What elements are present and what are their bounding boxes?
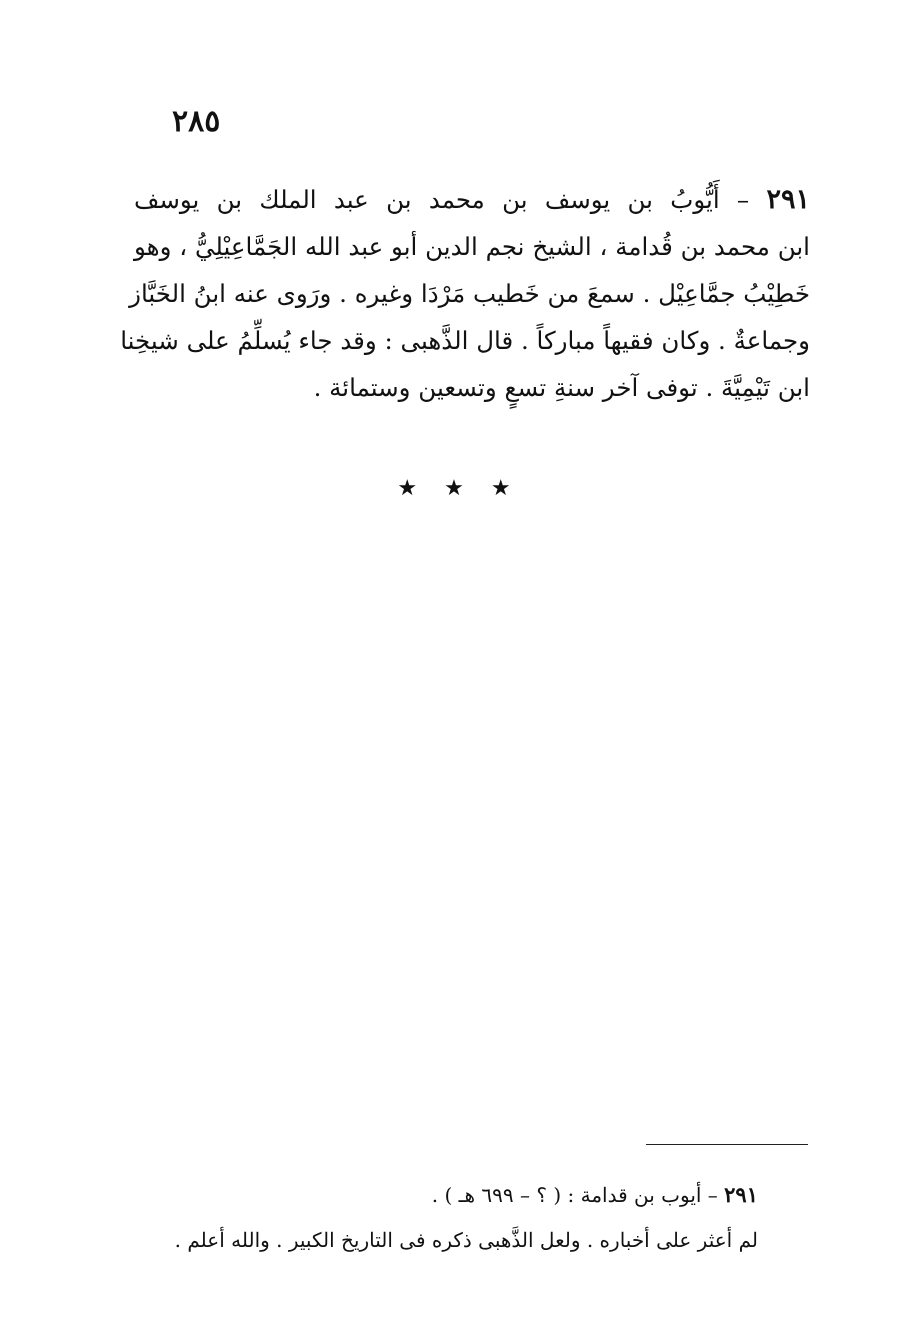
entry-line <box>134 176 810 223</box>
footnote-line <box>180 1172 758 1218</box>
footnote-line: لم أعثر على أخباره . ولعل الذَّهبى ذكره فى التاريخ الكبير . والله أعلم . <box>174 1228 758 1252</box>
page-number: ٢٨٥ <box>172 104 221 139</box>
entry-line-text: – أَيُّوبُ بن يوسف بن محمد بن عبد الملك بن يوسف <box>134 185 750 214</box>
footnote-number: ٢٩١ <box>724 1182 758 1207</box>
entry-number: ٢٩١ <box>766 184 810 215</box>
entry-line: وجماعةٌ . وكان فقيهاً مباركاً . قال الذَّهبى : وقد جاء يُسلِّمُ على شيخِنا <box>120 326 810 355</box>
section-separator-stars: ★ ★ ★ <box>397 476 521 501</box>
entry-line: ابن محمد بن قُدامة ، الشيخ نجم الدين أبو عبد الله الجَمَّاعِيْلِيُّ ، وهو <box>134 232 810 261</box>
biography-entry <box>120 176 810 411</box>
footnote <box>174 1172 758 1263</box>
entry-line: ابن تَيْمِيَّةَ . توفى آخر سنةِ تسعٍ وتسعين وستمائة . <box>313 373 810 402</box>
footnote-rule <box>646 1144 808 1145</box>
entry-line: خَطِيْبُ جمَّاعِيْل . سمعَ من خَطيب مَرْدَا وغيره . ورَوى عنه ابنُ الخَبَّاز <box>129 279 810 308</box>
footnote-line-text: – أيوب بن قدامة : ( ؟ – ٦٩٩ هـ ) . <box>431 1183 718 1207</box>
